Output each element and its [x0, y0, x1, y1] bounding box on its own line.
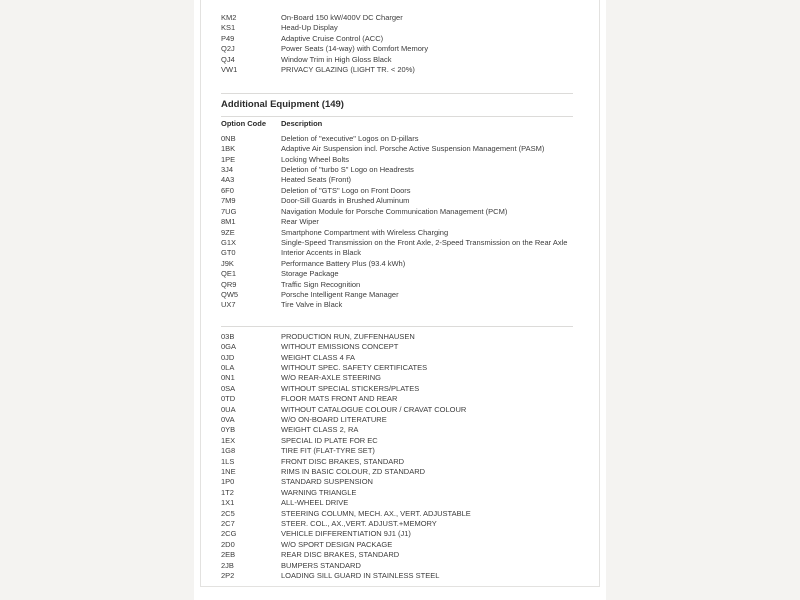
option-code: 2C7 — [221, 519, 235, 529]
option-code: 6F0 — [221, 185, 234, 195]
equipment-row — [221, 561, 573, 571]
option-code: 1X1 — [221, 498, 235, 508]
option-code: QE1 — [221, 269, 237, 279]
equipment-row — [221, 394, 573, 404]
option-code: 7UG — [221, 206, 237, 216]
option-code: VW1 — [221, 65, 238, 75]
option-code: 1PE — [221, 154, 236, 164]
equipment-row — [221, 144, 573, 154]
option-code: 0SA — [221, 383, 236, 393]
equipment-row — [221, 353, 573, 363]
equipment-row — [221, 165, 573, 175]
option-description: SPECIAL ID PLATE FOR EC — [281, 435, 378, 445]
equipment-row — [221, 488, 573, 498]
option-description: LOADING SILL GUARD IN STAINLESS STEEL — [281, 571, 440, 581]
option-description: Heated Seats (Front) — [281, 175, 352, 185]
equipment-row — [221, 540, 573, 550]
option-description: Adaptive Cruise Control (ACC) — [281, 33, 384, 43]
option-description: PRIVACY GLAZING (LIGHT TR. < 20%) — [281, 65, 415, 75]
equipment-row — [221, 207, 573, 217]
option-code: 1LS — [221, 456, 235, 466]
option-code: QR9 — [221, 279, 237, 289]
option-description: Locking Wheel Bolts — [281, 154, 349, 164]
equipment-row — [221, 13, 573, 23]
option-code: UX7 — [221, 300, 236, 310]
section-divider-under-title — [221, 116, 573, 117]
option-code: 1T2 — [221, 487, 234, 497]
option-description: On-Board 150 kW/400V DC Charger — [281, 13, 403, 22]
option-description: Door-Sill Guards in Brushed Aluminum — [281, 196, 410, 206]
equipment-row — [221, 467, 573, 477]
equipment-row — [221, 332, 573, 342]
option-code: 9ZE — [221, 227, 235, 237]
option-code: 2CG — [221, 529, 237, 539]
option-description: Adaptive Air Suspension incl. Porsche Active Suspension Management (PASM) — [281, 144, 545, 154]
option-description: TIRE FIT (FLAT-TYRE SET) — [281, 446, 375, 456]
option-description: WEIGHT CLASS 4 FA — [281, 352, 356, 362]
option-description: RIMS IN BASIC COLOUR, ZD STANDARD — [281, 467, 426, 477]
option-code: 1EX — [221, 435, 236, 445]
option-description: WITHOUT CATALOGUE COLOUR / CRAVAT COLOUR — [281, 404, 467, 414]
column-header-description: Description — [281, 119, 323, 129]
option-description: WEIGHT CLASS 2, RA — [281, 425, 359, 435]
column-header-option-code: Option Code — [221, 119, 266, 129]
option-code: 0NB — [221, 133, 236, 143]
option-description: WITHOUT EMISSIONS CONCEPT — [281, 342, 399, 352]
equipment-row — [221, 238, 573, 248]
option-description: Performance Battery Plus (93.4 kWh) — [281, 258, 406, 268]
option-code: GT0 — [221, 248, 236, 258]
equipment-row — [221, 415, 573, 425]
option-description: W/O ON-BOARD LITERATURE — [281, 415, 387, 424]
equipment-row — [221, 446, 573, 456]
option-code: KS1 — [221, 23, 236, 33]
option-description: ALL-WHEEL DRIVE — [281, 498, 349, 508]
option-description: Porsche Intelligent Range Manager — [281, 289, 399, 299]
option-description: Deletion of "turbo S" Logo on Headrests — [281, 165, 414, 175]
option-code: 4A3 — [221, 175, 235, 185]
equipment-row — [221, 529, 573, 539]
option-description: Traffic Sign Recognition — [281, 279, 361, 289]
equipment-row — [221, 44, 573, 54]
option-description: W/O SPORT DESIGN PACKAGE — [281, 539, 393, 549]
option-description: STANDARD SUSPENSION — [281, 477, 373, 487]
equipment-row — [221, 23, 573, 33]
equipment-row — [221, 186, 573, 196]
option-description: Power Seats (14-way) with Comfort Memory — [281, 44, 429, 54]
option-description: Rear Wiper — [281, 217, 319, 227]
option-code: 1BK — [221, 144, 236, 154]
option-code: 2EB — [221, 550, 236, 560]
document-page — [194, 0, 606, 600]
additional-equipment-rows-group1 — [221, 134, 573, 311]
option-code: P49 — [221, 33, 235, 43]
option-code: Q2J — [221, 44, 235, 54]
option-description: Interior Accents in Black — [281, 248, 362, 258]
option-description: WITHOUT SPECIAL STICKERS/PLATES — [281, 383, 420, 393]
option-code: 2JB — [221, 560, 234, 570]
column-header-row — [221, 119, 573, 129]
equipment-row — [221, 384, 573, 394]
equipment-row — [221, 342, 573, 352]
option-description: PRODUCTION RUN, ZUFFENHAUSEN — [281, 331, 415, 341]
option-description: Deletion of "executive" Logos on D-pillars — [281, 133, 419, 143]
option-description: Head-Up Display — [281, 23, 338, 33]
section-title: Additional Equipment (149) — [221, 99, 344, 111]
option-code: QJ4 — [221, 54, 235, 64]
equipment-row — [221, 134, 573, 144]
option-description: FRONT DISC BRAKES, STANDARD — [281, 456, 405, 466]
equipment-row — [221, 300, 573, 310]
option-code: 0LA — [221, 362, 235, 372]
equipment-row — [221, 175, 573, 185]
option-code: 1NE — [221, 467, 236, 477]
option-code: 1G8 — [221, 446, 236, 456]
equipment-row — [221, 457, 573, 467]
option-code: 0VA — [221, 415, 235, 424]
option-code: 3J4 — [221, 165, 234, 175]
equipment-row — [221, 290, 573, 300]
option-description: Tire Valve in Black — [281, 300, 343, 310]
option-code: QW5 — [221, 289, 239, 299]
option-code: G1X — [221, 237, 237, 247]
option-description: Window Trim in High Gloss Black — [281, 54, 392, 64]
equipment-row — [221, 519, 573, 529]
equipment-row — [221, 55, 573, 65]
equipment-row — [221, 34, 573, 44]
equipment-row — [221, 248, 573, 258]
option-description: Single-Speed Transmission on the Front Axle, 2-Speed Transmission on the Rear Axle — [281, 237, 568, 247]
equipment-row — [221, 269, 573, 279]
option-code: 1P0 — [221, 477, 235, 487]
option-description: STEER. COL., AX.,VERT. ADJUST.+MEMORY — [281, 519, 437, 529]
option-description: FLOOR MATS FRONT AND REAR — [281, 394, 398, 404]
equipment-list-container — [200, 0, 600, 587]
option-description: WARNING TRIANGLE — [281, 487, 357, 497]
option-description: WITHOUT SPEC. SAFETY CERTIFICATES — [281, 362, 428, 372]
option-code: 2P2 — [221, 571, 235, 581]
option-code: 0GA — [221, 342, 237, 352]
option-description: Storage Package — [281, 269, 339, 279]
equipment-row — [221, 436, 573, 446]
option-code: 2D0 — [221, 539, 235, 549]
equipment-row — [221, 509, 573, 519]
option-code: 0N1 — [221, 373, 235, 383]
option-description: Deletion of "GTS" Logo on Front Doors — [281, 185, 411, 195]
equipment-row — [221, 259, 573, 269]
option-code: 03B — [221, 331, 235, 341]
equipment-row — [221, 571, 573, 581]
option-description: REAR DISC BRAKES, STANDARD — [281, 550, 400, 560]
option-code: 2C5 — [221, 508, 235, 518]
equipment-row — [221, 550, 573, 560]
option-code: 0YB — [221, 425, 236, 435]
equipment-row — [221, 228, 573, 238]
equipment-row — [221, 498, 573, 508]
equipment-row — [221, 363, 573, 373]
option-description: Navigation Module for Porsche Communication Management (PCM) — [281, 206, 508, 216]
equipment-row — [221, 477, 573, 487]
option-code: 0TD — [221, 394, 236, 404]
option-description: Smartphone Compartment with Wireless Charging — [281, 227, 449, 237]
option-description: VEHICLE DIFFERENTIATION 9J1 (J1) — [281, 529, 411, 539]
equipment-row — [221, 405, 573, 415]
additional-equipment-rows-group2 — [221, 332, 573, 582]
equipment-row — [221, 65, 573, 75]
equipment-row — [221, 196, 573, 206]
group-divider — [221, 326, 573, 327]
option-code: 0JD — [221, 352, 235, 362]
equipment-row — [221, 280, 573, 290]
equipment-row — [221, 155, 573, 165]
option-description: W/O REAR-AXLE STEERING — [281, 373, 382, 383]
option-code: 0UA — [221, 404, 236, 414]
equipment-row — [221, 217, 573, 227]
equipment-row — [221, 373, 573, 383]
standard-equipment-rows — [221, 13, 573, 75]
option-code: 8M1 — [221, 217, 236, 227]
option-description: BUMPERS STANDARD — [281, 560, 361, 570]
equipment-row — [221, 425, 573, 435]
option-description: STEERING COLUMN, MECH. AX., VERT. ADJUSTABLE — [281, 508, 471, 518]
option-code: J9K — [221, 258, 234, 268]
option-code: 7M9 — [221, 196, 236, 206]
option-code: KM2 — [221, 13, 237, 22]
